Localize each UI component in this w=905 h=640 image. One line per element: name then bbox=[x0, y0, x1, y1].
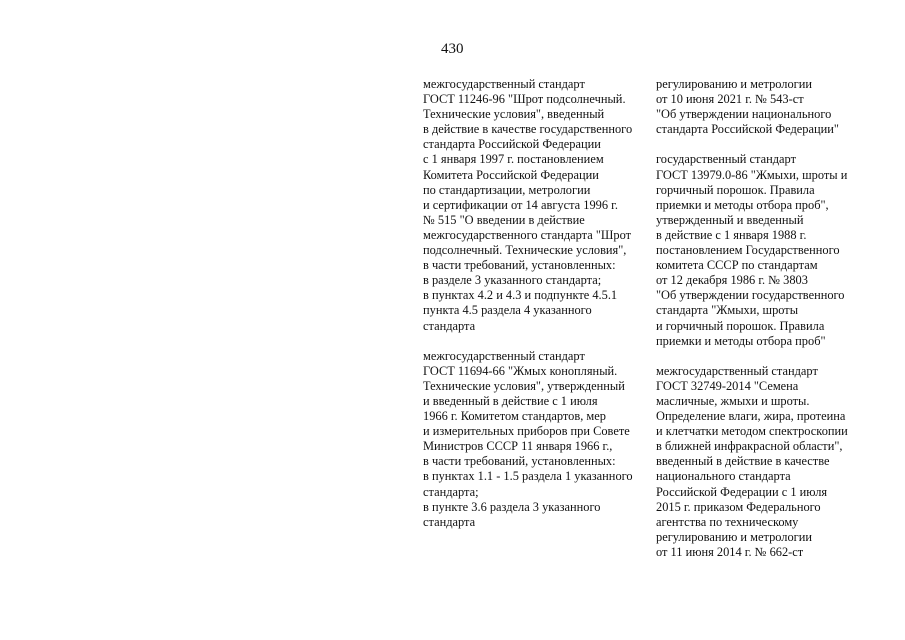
text-line: Определение влаги, жира, протеина bbox=[656, 409, 846, 424]
text-line: и клетчатки методом спектроскопии bbox=[656, 424, 848, 439]
text-line: комитета СССР по стандартам bbox=[656, 258, 818, 273]
text-line: подсолнечный. Технические условия", bbox=[423, 243, 627, 258]
text-line: горчичный порошок. Правила bbox=[656, 182, 815, 197]
text-line: и введенный в действие с 1 июля bbox=[423, 393, 598, 408]
text-line: межгосударственный стандарт bbox=[423, 348, 585, 363]
text-line: ГОСТ 32749-2014 "Семена bbox=[656, 378, 799, 393]
text-line: утвержденный и введенный bbox=[656, 212, 804, 227]
text-line: и горчичный порошок. Правила bbox=[656, 318, 825, 333]
text-line: Российской Федерации с 1 июля bbox=[656, 484, 828, 499]
text-line: стандарта; bbox=[423, 484, 479, 499]
text-line: в части требований, установленных: bbox=[423, 454, 616, 469]
text-line: от 11 июня 2014 г. № 662-ст bbox=[656, 544, 804, 559]
text-line: в ближней инфракрасной области", bbox=[656, 439, 843, 454]
text-line: введенный в действие в качестве bbox=[656, 454, 830, 469]
text-line: 1966 г. Комитетом стандартов, мер bbox=[423, 409, 606, 424]
text-line: приемки и методы отбора проб", bbox=[656, 197, 829, 212]
text-line: ГОСТ 11246-96 "Шрот подсолнечный. bbox=[423, 92, 626, 107]
right-column bbox=[656, 77, 896, 575]
text-line: масличные, жмыхи и шроты. bbox=[656, 393, 810, 408]
text-line: пункта 4.5 раздела 4 указанного bbox=[423, 303, 592, 318]
text-line: и измерительных приборов при Совете bbox=[423, 424, 630, 439]
text-line: межгосударственный стандарт bbox=[656, 363, 818, 378]
text-line: регулированию и метрологии bbox=[656, 529, 813, 544]
text-line: в разделе 3 указанного стандарта; bbox=[423, 273, 602, 288]
standard-entry bbox=[656, 152, 896, 348]
text-line: Министров СССР 11 января 1966 г., bbox=[423, 439, 613, 454]
text-line: Технические условия", утвержденный bbox=[423, 378, 625, 393]
text-line: и сертификации от 14 августа 1996 г. bbox=[423, 197, 618, 212]
text-line: стандарта Российской Федерации" bbox=[656, 122, 839, 137]
standard-entry bbox=[423, 349, 648, 530]
text-line: национального стандарта bbox=[656, 469, 791, 484]
text-line: регулированию и метрологии bbox=[656, 77, 813, 91]
standard-entry bbox=[656, 77, 896, 137]
text-line: государственный стандарт bbox=[656, 152, 796, 167]
text-line: ГОСТ 13979.0-86 "Жмыхи, шроты и bbox=[656, 167, 848, 182]
text-line: в пунктах 1.1 - 1.5 раздела 1 указанного bbox=[423, 469, 633, 484]
text-line: "Об утверждении национального bbox=[656, 107, 832, 122]
text-line: 2015 г. приказом Федерального bbox=[656, 499, 821, 514]
text-line: Технические условия", введенный bbox=[423, 107, 605, 122]
text-line: в пунктах 4.2 и 4.3 и подпункте 4.5.1 bbox=[423, 288, 618, 303]
left-column bbox=[423, 77, 648, 545]
text-line: межгосударственный стандарт bbox=[423, 77, 585, 91]
page-number: 430 bbox=[441, 41, 464, 57]
text-line: межгосударственного стандарта "Шрот bbox=[423, 227, 632, 242]
standard-entry bbox=[656, 364, 896, 560]
text-line: приемки и методы отбора проб" bbox=[656, 333, 826, 348]
standard-entry bbox=[423, 77, 648, 334]
text-line: в действие с 1 января 1988 г. bbox=[656, 227, 807, 242]
text-line: стандарта Российской Федерации bbox=[423, 137, 601, 152]
text-line: ГОСТ 11694-66 "Жмых конопляный. bbox=[423, 363, 618, 378]
text-line: № 515 "О введении в действие bbox=[423, 212, 585, 227]
text-line: в действие в качестве государственного bbox=[423, 122, 633, 137]
text-line: стандарта bbox=[423, 318, 476, 333]
text-line: в части требований, установленных: bbox=[423, 258, 616, 273]
text-line: по стандартизации, метрологии bbox=[423, 182, 591, 197]
text-line: с 1 января 1997 г. постановлением bbox=[423, 152, 604, 167]
text-line: "Об утверждении государственного bbox=[656, 288, 845, 303]
text-line: агентства по техническому bbox=[656, 514, 799, 529]
text-line: стандарта bbox=[423, 514, 476, 529]
text-line: постановлением Государственного bbox=[656, 243, 840, 258]
text-line: в пункте 3.6 раздела 3 указанного bbox=[423, 499, 601, 514]
text-line: Комитета Российской Федерации bbox=[423, 167, 599, 182]
text-line: от 12 декабря 1986 г. № 3803 bbox=[656, 273, 808, 288]
text-line: от 10 июня 2021 г. № 543-ст bbox=[656, 92, 804, 107]
text-line: стандарта "Жмыхи, шроты bbox=[656, 303, 799, 318]
